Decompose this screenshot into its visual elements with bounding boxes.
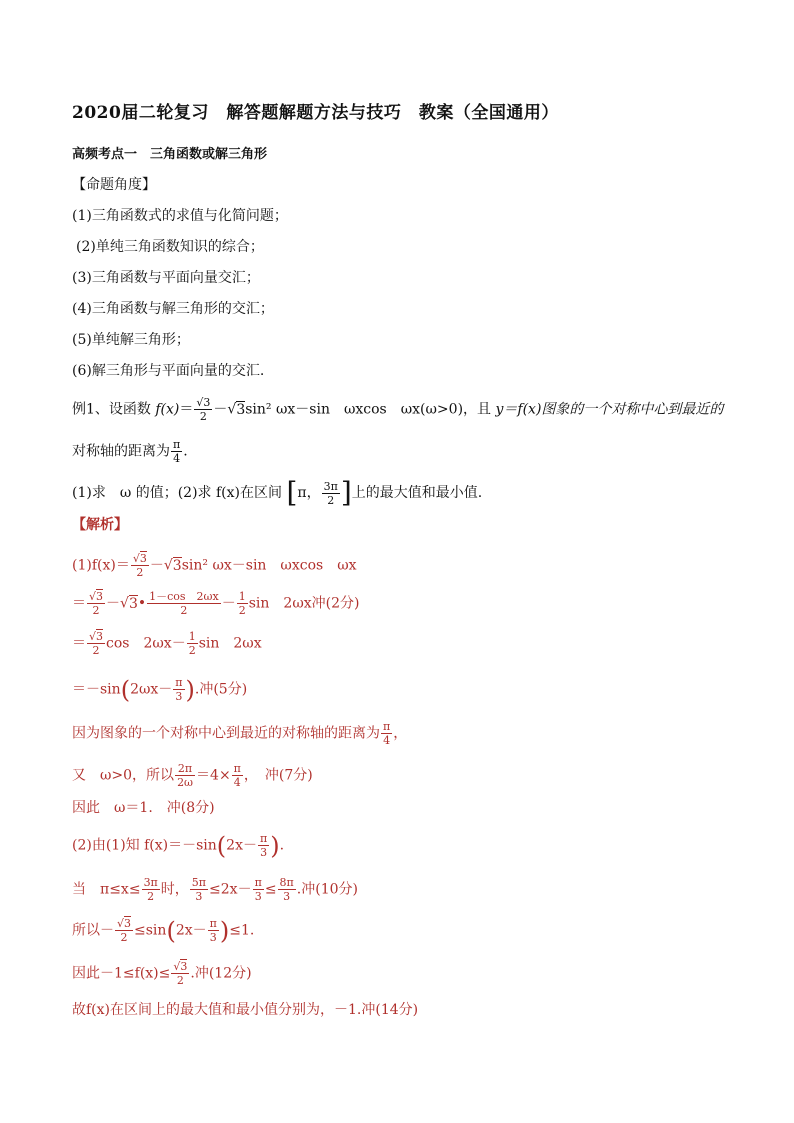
topic-subtitle: 高频考点一 三角函数或解三角形 [72,147,268,162]
example-line-1: 例1、设函数 f(x)＝ $\frac{√3}{2}$ －√3sin² ωx－sin ωxcos ωx(ω>0)，且 y＝f(x)图象的一个对称中心到最近的 [72,396,724,423]
example-prefix: 例1、设函数 [72,401,151,418]
left-bracket: [ [286,476,298,509]
solution-heading: 【解析】 [72,517,128,533]
solution-step: (2)由(1)知 f(x)＝－sin(2x－ $\frac{\pi}{3}$ ). [72,831,285,860]
interval-start: π [297,485,307,501]
page-title: 2020届二轮复习 解答题解题方法与技巧 教案（全国通用） [72,103,559,123]
solution-step: 因此 ω＝1. 冲(8分) [72,800,215,816]
example-body: sin² ωx－sin ωxcos ωx(ω>0)，且 [245,401,492,418]
example-line-3: (1)求 ω 的值；(2)求 f(x)在区间 [π， $\frac{3\pi}{2}$ ]上的最大值和最小值. [72,476,483,509]
solution-conclusion: 故f(x)在区间上的最大值和最小值分别为，－1.冲(14分) [72,1002,419,1018]
section-heading: 【命题角度】 [72,177,156,193]
angle-item: (5)单纯解三角形； [72,332,190,348]
angle-item: (4)三角函数与解三角形的交汇； [72,301,274,317]
fraction-sqrt3-over-2: $\frac{√3}{2}$ [196,396,211,423]
angle-item: (2)单纯三角函数知识的综合； [76,239,264,255]
solution-step: ＝ $\frac{√3}{2}$ cos 2ωx－ $\frac{1}{2}$ sin 2ωx [72,630,262,657]
solution-step: 又 ω>0，所以 $\frac{2\pi}{2\omega}$ ＝4× $\frac{\pi}{4}$ ， 冲(7分) [72,762,313,789]
solution-step: 所以－ $\frac{√3}{2}$ ≤sin(2x－ $\frac{\pi}{3}$ )≤1. [72,916,255,945]
solution-step: 因为图象的一个对称中心到最近的对称轴的距离为 $\frac{\pi}{4}$ ， [72,720,408,747]
example-tail: y＝f(x)图象的一个对称中心到最近的 [495,401,724,418]
solution-step: 因此－1≤f(x)≤ $\frac{√3}{2}$ .冲(12分) [72,960,252,987]
solution-step: ＝ $\frac{√3}{2}$ －√3• $\frac{1-\cos 2\omega x}{2}$ － $\frac{1}{2}$ sin 2ωx冲(2分) [72,590,360,617]
function-name: f(x) [155,401,180,418]
sqrt3: 3 [236,401,246,418]
solution-step: 当 π≤x≤ $\frac{3\pi}{2}$ 时， $\frac{5\pi}{3}$ ≤2x－ $\frac{\pi}{3}$ ≤ $\frac{8\pi}{3}$ .冲(10分) [72,876,358,903]
solution-step: ＝－sin(2ωx－ $\frac{\pi}{3}$ ).冲(5分) [72,675,248,704]
equals-sign: ＝ [179,401,194,418]
right-bracket: ] [340,476,352,509]
example-question-tail: 上的最大值和最小值. [351,485,483,501]
example-question: (1)求 ω 的值；(2)求 f(x)在区间 [72,485,282,501]
example-line-2: 对称轴的距离为 $\frac{\pi}{4}$ . [72,438,188,465]
angle-item: (3)三角函数与平面向量交汇； [72,270,260,286]
angle-item: (6)解三角形与平面向量的交汇. [72,363,265,379]
angle-item: (1)三角函数式的求值与化简问题； [72,208,288,224]
solution-step: (1)f(x)＝ $\frac{√3}{2}$ －√3sin² ωx－sin ωxcos ωx [72,552,357,579]
fraction-pi-over-4: $\frac{\pi}{4}$ [173,438,181,465]
example-distance-text: 对称轴的距离为 [72,443,170,460]
fraction-3pi-over-2: $\frac{3\pi}{2}$ [323,479,338,507]
